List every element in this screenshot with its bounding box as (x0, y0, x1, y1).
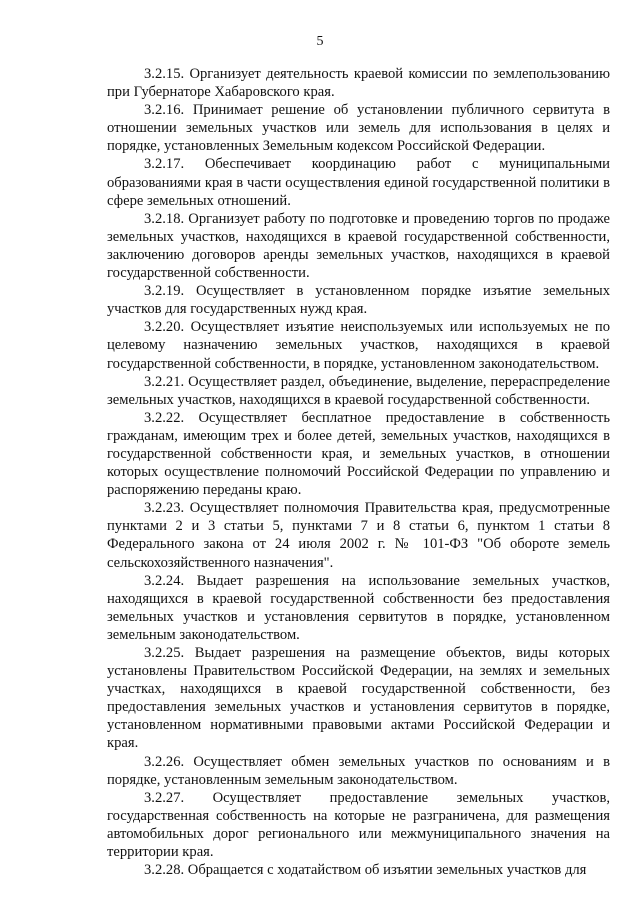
paragraph-3-2-24: 3.2.24. Выдает разрешения на использование земельных участков, находящихся в краевой государственной собственности без предоставления земельных участков и установления сервитутов в порядке, установленном земельным законодательством. (107, 572, 610, 643)
paragraph-3-2-19: 3.2.19. Осуществляет в установленном порядке изъятие земельных участков для государственных нужд края. (107, 283, 610, 318)
paragraph-3-2-16: 3.2.16. Принимает решение об установлении публичного сервитута в отношении земельных участков или земель для использования в целях и порядке, установленных Земельным кодексом Российской Федерации. (107, 102, 610, 155)
paragraph-3-2-17: 3.2.17. Обеспечивает координацию работ с муниципальными образованиями края в части осуществления единой государственной политики в сфере земельных отношений. (107, 156, 610, 209)
paragraph-3-2-27: 3.2.27. Осуществляет предоставление земельных участков, государственная собственность на которые не разграничена, для размещения автомобильных дорог регионального или межмуниципального значения на территории края. (107, 789, 610, 861)
paragraph-3-2-21: 3.2.21. Осуществляет раздел, объединение, выделение, перераспределение земельных участков, находящихся в краевой государственной собственности. (107, 373, 610, 408)
paragraph-3-2-26: 3.2.26. Осуществляет обмен земельных участков по основаниям и в порядке, установленным земельным законодательством. (107, 753, 610, 788)
paragraph-3-2-15: 3.2.15. Организует деятельность краевой комиссии по землепользованию при Губернаторе Хабаровского края. (107, 66, 610, 101)
paragraph-3-2-18: 3.2.18. Организует работу по подготовке и проведению торгов по продаже земельных участков, находящихся в краевой государственной собственности, заключению договоров аренды земельных участков, находящихся в краевой государственной собственности. (107, 210, 610, 282)
paragraph-3-2-25: 3.2.25. Выдает разрешения на размещение объектов, виды которых установлены Правительством Российской Федерации, на землях и земельных участках, находящихся в краевой государственной собственности, без предоставления земельных участков и установления сервитутов в порядке, установленном нормативными правовыми актами Российской Федерации и края. (107, 645, 610, 752)
paragraph-3-2-20: 3.2.20. Осуществляет изъятие неиспользуемых или используемых не по целевому назначению земельных участков, находящихся в краевой государственной собственности, в порядке, установленном законодательством. (107, 319, 610, 372)
paragraph-3-2-23: 3.2.23. Осуществляет полномочия Правительства края, предусмотренные пунктами 2 и 3 статьи 5, пунктами 7 и 8 статьи 6, пунктом 1 статьи 8 Федерального закона от 24 июля 2002 г. № 101-ФЗ "Об обороте земель сельскохозяйственного назначения". (107, 500, 610, 571)
paragraph-3-2-22: 3.2.22. Осуществляет бесплатное предоставление в собственность гражданам, имеющим трех и более детей, земельных участков, находящихся в государственной собственности края, и земельных участков, в отношении которых осуществление полномочий Российской Федерации по управлению и распоряжению переданы краю. (107, 409, 610, 499)
document-body (107, 65, 610, 879)
page-number: 5 (316, 34, 324, 49)
paragraph-3-2-28: 3.2.28. Обращается с ходатайством об изъятии земельных участков для (144, 862, 587, 879)
